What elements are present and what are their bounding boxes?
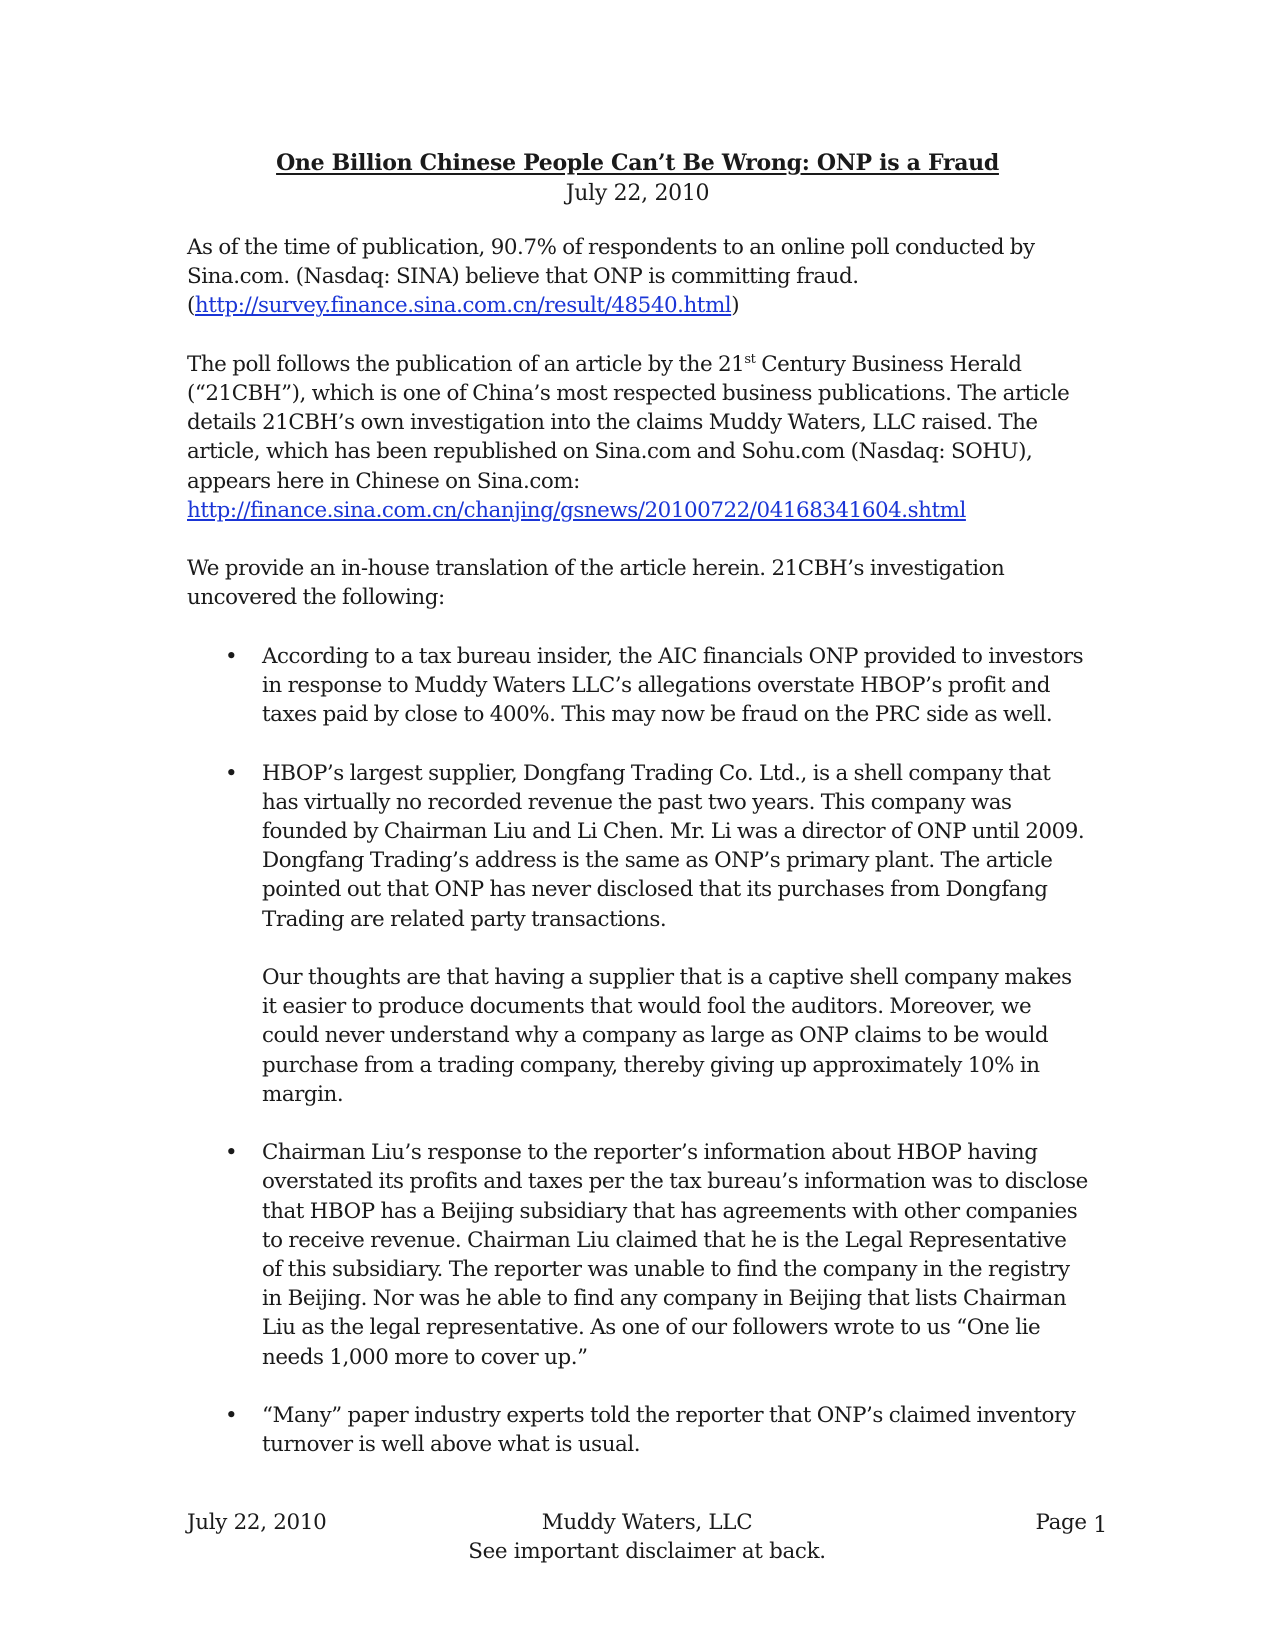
bullet-marker: •	[225, 643, 238, 669]
footer-page	[1035, 1510, 1107, 1538]
article-text-rest: Century Business Herald (“21CBH”), which is one of China’s most respected business publications. The article details 21CBH’s own investigation into the claims Muddy Waters, LLC raised. The article, which has been republished on Sina.com and Sohu.com (Nasdaq: SOHU), appears here in Chinese on Sina.com:	[187, 351, 1070, 494]
bullet-marker: •	[225, 1403, 238, 1429]
finding-beijing-subsidiary: Chairman Liu’s response to the reporter’s information about HBOP having overstated its profits and taxes per the tax bureau’s information was to disclose that HBOP has a Beijing subsidiary that has agreements with other companies to receive revenue. Chairman Liu claimed that he is the Legal Representative of this subsidiary. The reporter was unable to find the company in the registry in Beijing. Nor was he able to find any company in Beijing that lists Chairman Liu as the legal representative. As one of our followers wrote to us “One lie needs 1,000 more to cover up.”	[262, 1140, 1088, 1370]
article-text-start: The poll follows the publication of an article by the 21	[187, 351, 745, 377]
finding-tax-overstatement: According to a tax bureau insider, the AIC financials ONP provided to investors in response to Muddy Waters LLC’s allegations overstate HBOP’s profit and taxes paid by close to 400%. This may now be fraud on the PRC side as well.	[262, 643, 1084, 728]
footer-date: July 22, 2010	[187, 1510, 327, 1535]
footer-disclaimer: See important disclaimer at back.	[468, 1539, 826, 1564]
document-body	[187, 233, 1092, 1489]
list-item	[187, 1138, 1092, 1372]
finding-inventory-turnover: “Many” paper industry experts told the reporter that ONP’s claimed inventory turnover is well above what is usual.	[262, 1403, 1076, 1458]
document-date: July 22, 2010	[565, 181, 710, 206]
survey-link[interactable]: http://survey.finance.sina.com.cn/result/48540.html	[194, 293, 732, 319]
intro-paragraph-article	[187, 350, 1092, 525]
article-link[interactable]: http://finance.sina.com.cn/chanjing/gsnews/20100722/04168341604.shtml	[187, 497, 966, 523]
bullet-marker: •	[225, 1140, 238, 1166]
finding-shell-supplier-commentary: Our thoughts are that having a supplier that is a captive shell company makes it easier to produce documents that would fool the auditors. Moreover, we could never understand why a company as large as ONP claims to be would purchase from a trading company, thereby giving up approximately 10% in margin.	[262, 965, 1072, 1107]
footer-company: Muddy Waters, LLC	[541, 1510, 753, 1535]
intro-paragraph-translation: We provide an in-house translation of the article herein. 21CBH’s investigation uncovered the following:	[187, 556, 1005, 611]
link-paren-close: )	[731, 293, 740, 319]
finding-shell-supplier: HBOP’s largest supplier, Dongfang Trading Co. Ltd., is a shell company that has virtually no recorded revenue the past two years. This company was founded by Chairman Liu and Li Chen. Mr. Li was a director of ONP until 2009. Dongfang Trading’s address is the same as ONP’s primary plant. The article pointed out that ONP has never disclosed that its purchases from Dongfang Trading are related party transactions.	[262, 760, 1085, 932]
ordinal-superscript: st	[744, 351, 756, 367]
document-title: One Billion Chinese People Can’t Be Wrong: ONP is a Fraud	[276, 150, 999, 176]
poll-text: As of the time of publication, 90.7% of respondents to an online poll conducted by Sina.com. (Nasdaq: SINA) believe that ONP is committing fraud.	[187, 235, 1035, 290]
list-item	[187, 1401, 1092, 1459]
link-paren-open: (	[187, 293, 195, 319]
list-item	[187, 759, 1092, 1109]
page-number: 1	[1093, 1513, 1107, 1538]
bullet-marker: •	[225, 760, 238, 786]
list-item	[187, 642, 1092, 730]
intro-paragraph-poll	[187, 233, 1092, 321]
findings-list	[187, 642, 1092, 1460]
page-label: Page	[1035, 1510, 1087, 1535]
page-footer	[187, 1510, 1107, 1570]
